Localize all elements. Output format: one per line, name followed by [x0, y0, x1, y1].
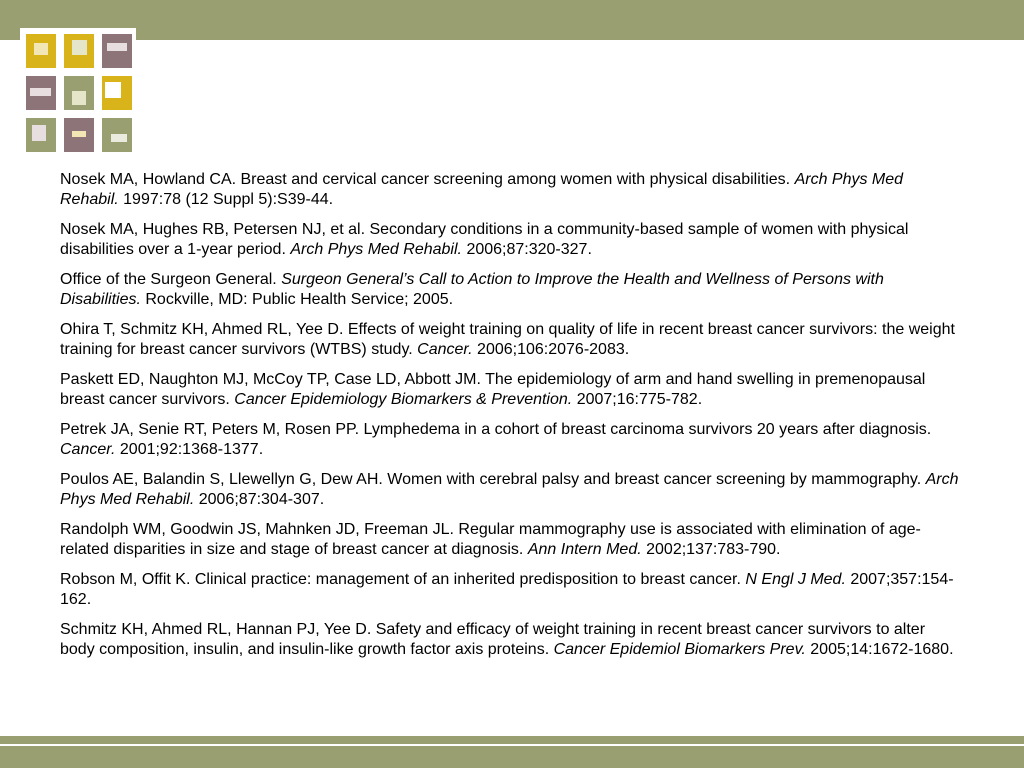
logo-tile — [26, 34, 56, 68]
reference-authors: Randolph WM, Goodwin JS, Mahnken JD, Freeman JL. Regular mammography use is associated with elimination of age-related disparities in size and stage of breast cancer at diagnosis. — [60, 521, 921, 558]
reference-journal: Cancer. — [60, 441, 116, 458]
reference-details: 2006;87:304-307. — [198, 491, 325, 508]
reference-journal: Surgeon General’s Call to Action to Improve the Health and Wellness of Persons with Disabilities. — [60, 271, 884, 308]
reference-journal: Cancer. — [417, 341, 473, 358]
reference-item — [60, 470, 960, 510]
reference-authors: Paskett ED, Naughton MJ, McCoy TP, Case LD, Abbott JM. The epidemiology of arm and hand swelling in premenopausal breast cancer survivors. — [60, 371, 926, 408]
reference-item — [60, 420, 960, 460]
reference-details: 2007;357:154-162. — [60, 571, 954, 608]
reference-journal: Ann Intern Med. — [527, 541, 642, 558]
bottom-band-thin — [0, 736, 1024, 744]
reference-item — [60, 270, 960, 310]
reference-details: 2007;16:775-782. — [576, 391, 703, 408]
reference-list — [60, 170, 960, 670]
logo-tile — [64, 76, 94, 110]
reference-item — [60, 170, 960, 210]
reference-journal: N Engl J Med. — [745, 571, 846, 588]
logo-tile — [26, 118, 56, 152]
reference-authors: Petrek JA, Senie RT, Peters M, Rosen PP. Lymphedema in a cohort of breast carcinoma survivors 20 years after diagnosis. — [60, 421, 932, 438]
reference-details: 2002;137:783-790. — [646, 541, 781, 558]
reference-journal: Arch Phys Med Rehabil. — [60, 171, 904, 208]
logo-tile — [26, 76, 56, 110]
reference-item — [60, 570, 960, 610]
reference-item — [60, 370, 960, 410]
top-band — [0, 0, 1024, 40]
reference-authors: Ohira T, Schmitz KH, Ahmed RL, Yee D. Effects of weight training on quality of life in recent breast cancer survivors: the weight training for breast cancer survivors (WTBS) study. — [60, 321, 955, 358]
bottom-band — [0, 746, 1024, 768]
reference-details: 2006;106:2076-2083. — [477, 341, 630, 358]
logo-tile — [102, 118, 132, 152]
reference-item — [60, 620, 960, 660]
reference-item — [60, 520, 960, 560]
logo-tile-grid — [20, 28, 136, 156]
reference-authors: Office of the Surgeon General. — [60, 271, 277, 288]
reference-details: 1997:78 (12 Suppl 5):S39-44. — [123, 191, 334, 208]
reference-journal: Arch Phys Med Rehabil. — [290, 241, 462, 258]
reference-journal: Cancer Epidemiology Biomarkers & Prevention. — [234, 391, 573, 408]
reference-item — [60, 320, 960, 360]
reference-authors: Schmitz KH, Ahmed RL, Hannan PJ, Yee D. Safety and efficacy of weight training in recent breast cancer survivors to alter body composition, insulin, and insulin-like growth factor axis proteins. — [60, 621, 926, 658]
reference-journal: Arch Phys Med Rehabil. — [60, 471, 959, 508]
reference-authors: Poulos AE, Balandin S, Llewellyn G, Dew AH. Women with cerebral palsy and breast cancer screening by mammography. — [60, 471, 922, 488]
reference-authors: Nosek MA, Howland CA. Breast and cervical cancer screening among women with physical disabilities. — [60, 171, 791, 188]
logo-tile — [64, 34, 94, 68]
reference-item — [60, 220, 960, 260]
logo-tile — [102, 76, 132, 110]
reference-details: 2006;87:320-327. — [466, 241, 592, 258]
reference-journal: Cancer Epidemiol Biomarkers Prev. — [553, 641, 806, 658]
reference-details: Rockville, MD: Public Health Service; 2005. — [145, 291, 454, 308]
reference-authors: Robson M, Offit K. Clinical practice: management of an inherited predisposition to breast cancer. — [60, 571, 741, 588]
reference-details: 2001;92:1368-1377. — [119, 441, 264, 458]
logo-tile — [64, 118, 94, 152]
logo-tile — [102, 34, 132, 68]
reference-authors: Nosek MA, Hughes RB, Petersen NJ, et al. Secondary conditions in a community-based sample of women with physical disabilities over a 1-year period. — [60, 221, 909, 258]
reference-details: 2005;14:1672-1680. — [810, 641, 954, 658]
